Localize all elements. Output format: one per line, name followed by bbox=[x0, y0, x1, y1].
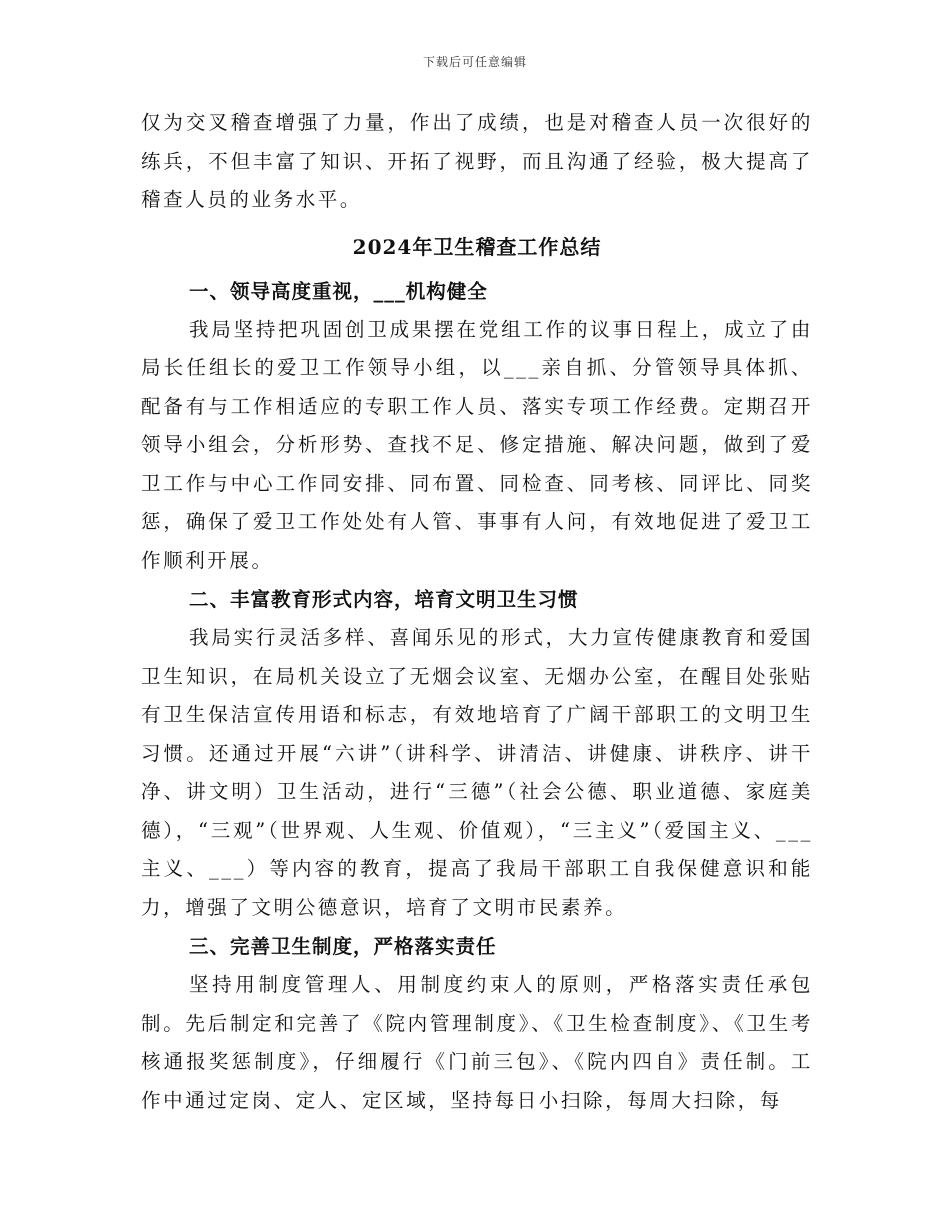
section-body-3: 坚持用制度管理人、用制度约束人的原则，严格落实责任承包制。先后制定和完善了《院内管理制度》、《卫生检查制度》、《卫生考核通报奖惩制度》，仔细履行《门前三包》、《院内四自》责任制。工作中通过定岗、定人、定区域，坚持每日小扫除，每周大扫除，每 bbox=[141, 973, 813, 1112]
section-heading-1: 一、领导高度重视，___机构健全 bbox=[189, 279, 488, 303]
section-body-2: 我局实行灵活多样、喜闻乐见的形式，大力宣传健康教育和爱国卫生知识，在局机关设立了无烟会议室、无烟办公室，在醒目处张贴有卫生保洁宣传用语和标志，有效地培育了广阔干部职工的文明卫生习惯。还通过开展“六讲”（讲科学、讲清洁、讲健康、讲秩序、讲干净、讲文明）卫生活动，进行“三德”（社会公德、职业道德、家庭美德），“三观”（世界观、人生观、价值观），“三主义”（爱国主义、___主义、___）等内容的教育，提高了我局干部职工自我保健意识和能力，增强了文明公德意识，培育了文明市民素养。 bbox=[141, 626, 813, 919]
section-heading-2: 二、丰富教育形式内容，培育文明卫生习惯 bbox=[189, 588, 579, 611]
section-body-1: 我局坚持把巩固创卫成果摆在党组工作的议事日程上，成立了由局长任组长的爱卫工作领导小组，以___亲自抓、分管领导具体抓、配备有与工作相适应的专职工作人员、落实专项工作经费。定期召开领导小组会，分析形势、查找不足、修定措施、解决问题，做到了爱卫工作与中心工作同安排、同布置、同检查、同考核、同评比、同奖惩，确保了爱卫工作处处有人管、事事有人问，有效地促进了爱卫工作顺利开展。 bbox=[141, 317, 813, 572]
section-heading-3: 三、完善卫生制度，严格落实责任 bbox=[189, 935, 497, 958]
document-body bbox=[141, 104, 813, 1120]
page-header: 下载后可任意编辑 bbox=[422, 55, 527, 69]
document-title: 2024年卫生稽查工作总结 bbox=[352, 234, 602, 259]
intro-paragraph: 仅为交叉稽查增强了力量，作出了成绩，也是对稽查人员一次很好的练兵，不但丰富了知识、开拓了视野，而且沟通了经验，极大提高了稽查人员的业务水平。 bbox=[141, 111, 813, 211]
